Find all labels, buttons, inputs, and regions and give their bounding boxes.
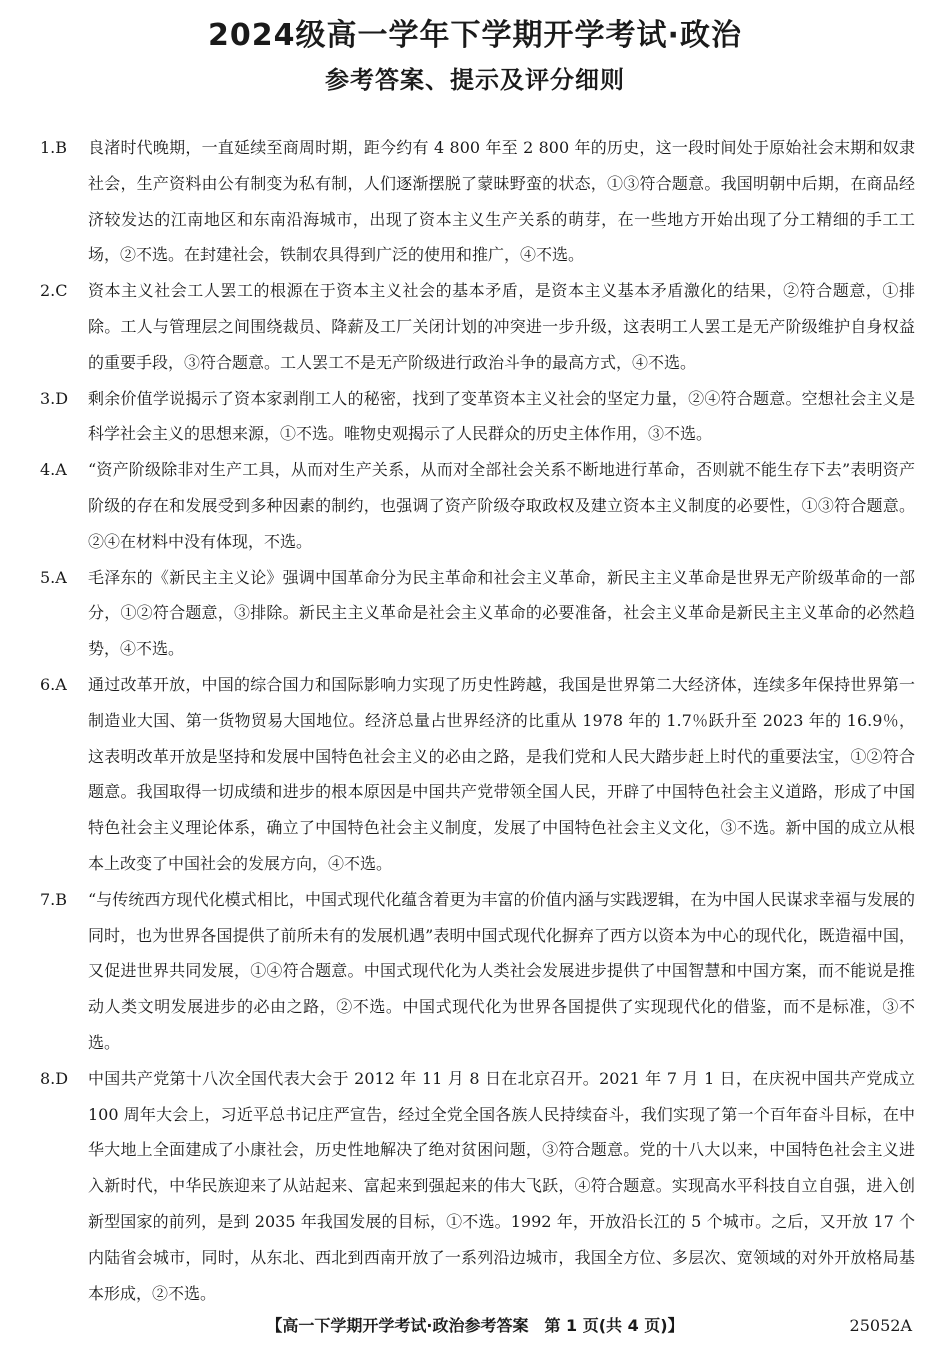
answer-number: 5.A	[40, 567, 67, 587]
answer-item-2	[40, 273, 915, 380]
answer-item-8	[40, 1061, 915, 1312]
answer-number: 4.A	[40, 460, 67, 480]
answer-number: 7.B	[40, 889, 68, 909]
footer-page-info: 【高一下学期开学考试·政治参考答案 第 1 页(共 4 页)】	[266, 1316, 684, 1335]
page-title: 2024级高一学年下学期开学考试·政治	[208, 18, 742, 53]
answer-explanation: “资产阶级除非对生产工具，从而对生产关系，从而对全部社会关系不断地进行革命，否则就不能生存下去”表明资产阶级的存在和发展受到多种因素的制约，也强调了资产阶级夺取政权及建立资本主义制度的必要性，①③符合题意。②④在材料中没有体现，不选。	[88, 460, 915, 551]
answer-item-7	[40, 882, 915, 1061]
answer-item-1	[40, 130, 915, 273]
answer-number: 6.A	[40, 674, 67, 694]
answer-item-6	[40, 667, 915, 882]
answer-item-4	[40, 452, 915, 559]
answer-explanation: 剩余价值学说揭示了资本家剥削工人的秘密，找到了变革资本主义社会的坚定力量，②④符合题意。空想社会主义是科学社会主义的思想来源，①不选。唯物史观揭示了人民群众的历史主体作用，③不选。	[88, 388, 915, 444]
answer-number: 1.B	[40, 138, 68, 157]
page-footer	[0, 1311, 950, 1341]
page-subtitle: 参考答案、提示及评分细则	[325, 66, 625, 94]
answer-number: 8.D	[40, 1068, 69, 1088]
answer-explanation: 中国共产党第十八次全国代表大会于 2012 年 11 月 8 日在北京召开。2021 年 7 月 1 日，在庆祝中国共产党成立 100 周年大会上，习近平总书记庄严宣告，经过全党全国各族人民持续奋斗，我们实现了第一个百年奋斗目标，在中华大地上全面建成了小康社会，历史性地解决了绝对贫困问题，③符合题意。党的十八大以来，中国特色社会主义进入新时代，中华民族迎来了从站起来、富起来到强起来的伟大飞跃，④符合题意。实现高水平科技自立自强，进入创新型国家的前列，是到 2035 年我国发展的目标，①不选。1992 年，开放沿长江的 5 个城市。之后，又开放 17 个内陆省会城市，同时，从东北、西北到西南开放了一系列沿边城市，我国全方位、多层次、宽领域的对外开放格局基本形成，②不选。	[88, 1068, 915, 1303]
answer-list	[40, 130, 915, 1311]
answer-explanation: 通过改革开放，中国的综合国力和国际影响力实现了历史性跨越，我国是世界第二大经济体，连续多年保持世界第一制造业大国、第一货物贸易大国地位。经济总量占世界经济的比重从 1978 年的 1.7％跃升至 2023 年的 16.9％，这表明改革开放是坚持和发展中国特色社会主义的必由之路，是我们党和人民大踏步赶上时代的重要法宝，①②符合题意。我国取得一切成绩和进步的根本原因是中国共产党带领全国人民，开辟了中国特色社会主义道路，形成了中国特色社会主义理论体系，确立了中国特色社会主义制度，发展了中国特色社会主义文化，③不选。新中国的成立从根本上改变了中国社会的发展方向，④不选。	[88, 674, 915, 873]
answer-explanation: “与传统西方现代化模式相比，中国式现代化蕴含着更为丰富的价值内涵与实践逻辑，在为中国人民谋求幸福与发展的同时，也为世界各国提供了前所未有的发展机遇”表明中国式现代化摒弃了西方以资本为中心的现代化，既造福中国，又促进世界共同发展，①④符合题意。中国式现代化为人类社会发展进步提供了中国智慧和中国方案，而不能说是推动人类文明发展进步的必由之路，②不选。中国式现代化为世界各国提供了实现现代化的借鉴，而不是标准，③不选。	[88, 889, 915, 1052]
answer-explanation: 良渚时代晚期，一直延续至商周时期，距今约有 4 800 年至 2 800 年的历史，这一段时间处于原始社会末期和奴隶社会，生产资料由公有制变为私有制，人们逐渐摆脱了蒙昧野蛮的状态，①③符合题意。我国明朝中后期，在商品经济较发达的江南地区和东南沿海城市，出现了资本主义生产关系的萌芽，在一些地方开始出现了分工精细的手工工场，②不选。在封建社会，铁制农具得到广泛的使用和推广，④不选。	[88, 138, 915, 265]
answer-item-3	[40, 381, 915, 453]
answer-explanation: 毛泽东的《新民主主义论》强调中国革命分为民主革命和社会主义革命，新民主主义革命是世界无产阶级革命的一部分，①②符合题意，③排除。新民主主义革命是社会主义革命的必要准备，社会主义革命是新民主主义革命的必然趋势，④不选。	[88, 567, 915, 659]
answer-item-5	[40, 560, 915, 667]
footer-document-code: 25052A	[849, 1316, 912, 1335]
answer-number: 3.D	[40, 388, 69, 408]
answer-explanation: 资本主义社会工人罢工的根源在于资本主义社会的基本矛盾，是资本主义基本矛盾激化的结果，②符合题意，①排除。工人与管理层之间围绕裁员、降薪及工厂关闭计划的冲突进一步升级，这表明工人罢工是无产阶级维护自身权益的重要手段，③符合题意。工人罢工不是无产阶级进行政治斗争的最高方式，④不选。	[88, 281, 915, 372]
answer-number: 2.C	[40, 281, 68, 301]
